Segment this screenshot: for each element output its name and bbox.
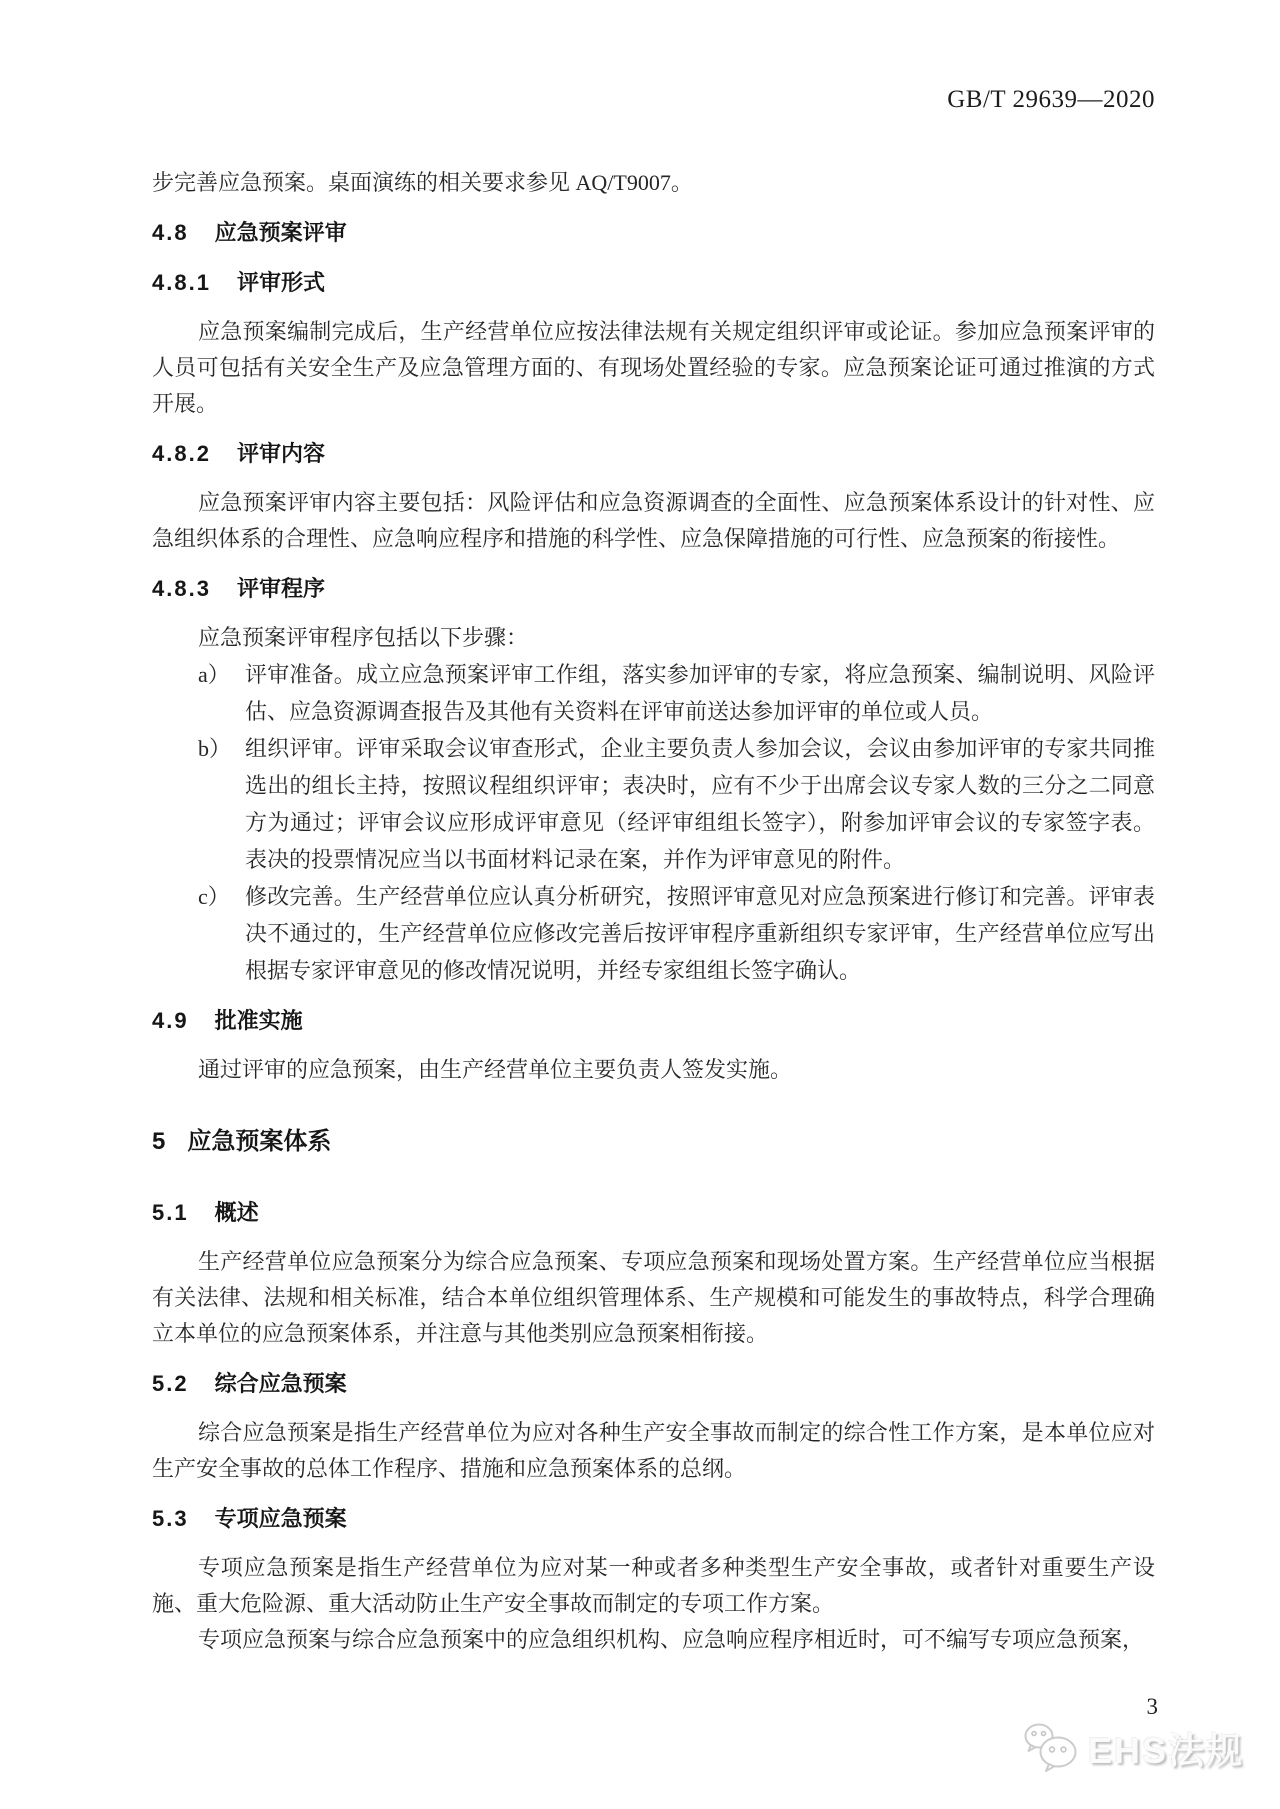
section-title: 批准实施 (214, 1008, 303, 1033)
watermark (1022, 1722, 1244, 1774)
section-number: 5.1 (152, 1200, 189, 1225)
section-number: 5.3 (152, 1506, 189, 1531)
section-heading-4-8-3 (152, 571, 1155, 607)
paragraph-continuation: 步完善应急预案。桌面演练的相关要求参见 AQ/T9007。 (152, 170, 693, 195)
section-title: 评审形式 (236, 270, 325, 295)
watermark-label: EHS法规 (1087, 1729, 1244, 1771)
document-body (152, 165, 1155, 1658)
section-title: 应急预案评审 (214, 220, 347, 245)
paragraph: 专项应急预案与综合应急预案中的应急组织机构、应急响应程序相近时，可不编写专项应急预案， (198, 1627, 1145, 1652)
section-number: 4.8 (152, 220, 189, 245)
page-number: 3 (1146, 1694, 1158, 1719)
chapter-heading-5 (152, 1122, 1155, 1162)
section-title: 概述 (214, 1200, 259, 1225)
paragraph: 通过评审的应急预案，由生产经营单位主要负责人签发实施。 (198, 1057, 793, 1082)
standard-code-header (152, 0, 1155, 112)
section-number: 5.2 (152, 1371, 189, 1396)
section-number: 4.9 (152, 1008, 189, 1033)
wechat-chat-bubbles-icon (1022, 1722, 1080, 1774)
section-heading-5-2 (152, 1366, 1155, 1402)
list-item-b (152, 730, 1155, 878)
chapter-title: 应急预案体系 (187, 1128, 332, 1155)
list-item-label: a） (198, 662, 230, 687)
paragraph: 综合应急预案是指生产经营单位为应对各种生产安全事故而制定的综合性工作方案，是本单位应对生产安全事故的总体工作程序、措施和应急预案体系的总纲。 (152, 1420, 1155, 1481)
paragraph: 生产经营单位应急预案分为综合应急预案、专项应急预案和现场处置方案。生产经营单位应当根据有关法律、法规和相关标准，结合本单位组织管理体系、生产规模和可能发生的事故特点，科学合理确立本单位的应急预案体系，并注意与其他类别应急预案相衔接。 (152, 1249, 1155, 1346)
section-title: 专项应急预案 (214, 1506, 347, 1531)
list-item-text: 评审准备。成立应急预案评审工作组，落实参加评审的专家，将应急预案、编制说明、风险评估、应急资源调查报告及其他有关资料在评审前送达参加评审的单位或人员。 (245, 662, 1155, 724)
list-item-label: b） (198, 736, 232, 761)
paragraph: 专项应急预案是指生产经营单位为应对某一种或者多种类型生产安全事故，或者针对重要生产设施、重大危险源、重大活动防止生产安全事故而制定的专项工作方案。 (152, 1555, 1155, 1616)
standard-code: GB/T 29639—2020 (947, 86, 1155, 113)
chapter-number: 5 (152, 1128, 166, 1155)
paragraph: 应急预案编制完成后，生产经营单位应按法律法规有关规定组织评审或论证。参加应急预案评审的人员可包括有关安全生产及应急管理方面的、有现场处置经验的专家。应急预案论证可通过推演的方式开展。 (152, 319, 1155, 416)
section-heading-4-8-1 (152, 265, 1155, 301)
section-number: 4.8.3 (152, 576, 211, 601)
paragraph: 应急预案评审内容主要包括：风险评估和应急资源调查的全面性、应急预案体系设计的针对性、应急组织体系的合理性、应急响应程序和措施的科学性、应急保障措施的可行性、应急预案的衔接性。 (152, 490, 1155, 551)
section-title: 评审内容 (236, 441, 325, 466)
section-heading-4-9 (152, 1003, 1155, 1039)
list-item-text: 修改完善。生产经营单位应认真分析研究，按照评审意见对应急预案进行修订和完善。评审表决不通过的，生产经营单位应修改完善后按评审程序重新组织专家评审，生产经营单位应写出根据专家评审意见的修改情况说明，并经专家组组长签字确认。 (245, 884, 1155, 983)
section-heading-4-8 (152, 215, 1155, 251)
section-number: 4.8.2 (152, 441, 211, 466)
section-title: 综合应急预案 (214, 1371, 347, 1396)
list-item-a (152, 656, 1155, 730)
section-heading-5-1 (152, 1195, 1155, 1231)
list-item-c (152, 878, 1155, 989)
section-heading-5-3 (152, 1501, 1155, 1537)
section-heading-4-8-2 (152, 436, 1155, 472)
section-title: 评审程序 (236, 576, 325, 601)
paragraph: 应急预案评审程序包括以下步骤： (198, 625, 529, 650)
section-number: 4.8.1 (152, 270, 211, 295)
list-item-label: c） (198, 884, 230, 909)
list-item-text: 组织评审。评审采取会议审查形式，企业主要负责人参加会议，会议由参加评审的专家共同推选出的组长主持，按照议程组织评审；表决时，应有不少于出席会议专家人数的三分之二同意方为通过；评审会议应形成评审意见（经评审组组长签字），附参加评审会议的专家签字表。表决的投票情况应当以书面材料记录在案，并作为评审意见的附件。 (245, 736, 1155, 872)
